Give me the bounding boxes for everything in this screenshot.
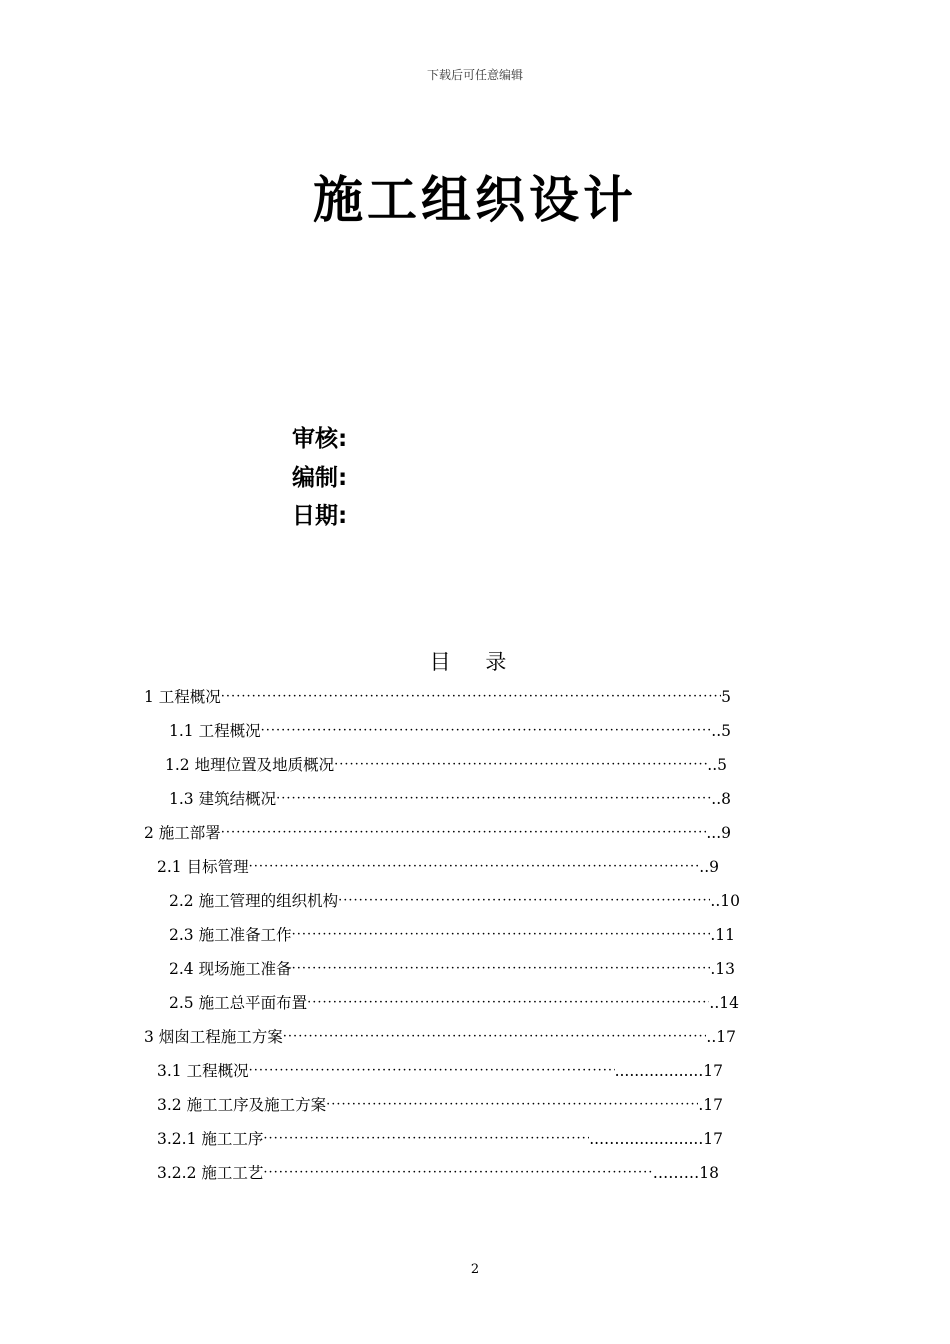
toc-leader — [263, 1159, 652, 1187]
toc-leader — [292, 955, 711, 983]
toc-entry[interactable] — [157, 1125, 723, 1153]
toc-entry-title: 3 烟囱工程施工方案 — [144, 1028, 283, 1046]
signature-block — [292, 420, 347, 536]
toc-entry-page: ..14 — [709, 994, 739, 1012]
toc-entry-title: 3.2.2 施工工艺 — [157, 1164, 264, 1182]
toc-leader — [249, 1057, 615, 1085]
toc-entry-page: .17 — [698, 1096, 723, 1114]
toc-entry-page: .11 — [710, 926, 735, 944]
toc-entry[interactable] — [169, 785, 731, 813]
toc-entry[interactable] — [157, 1159, 719, 1187]
toc-entry-title: 3.2.1 施工工序 — [157, 1130, 264, 1148]
toc-leader — [307, 989, 709, 1017]
toc-entry-title: 1.2 地理位置及地质概况 — [165, 756, 335, 774]
toc-leader — [338, 887, 710, 915]
toc-entry[interactable] — [169, 921, 735, 949]
toc-entry-page: 5 — [721, 688, 731, 706]
toc-entry-title: 2.4 现场施工准备 — [169, 960, 292, 978]
toc-entry-page: ..10 — [710, 892, 740, 910]
toc-entry[interactable] — [157, 853, 719, 881]
toc-entry[interactable] — [169, 887, 740, 915]
toc-heading: 目 录 — [429, 650, 521, 674]
toc-entry[interactable] — [165, 751, 727, 779]
document-title: 施工组织设计 — [313, 171, 637, 229]
date-label: 日期: — [292, 503, 348, 529]
toc-leader — [263, 1125, 589, 1153]
toc-leader — [292, 921, 711, 949]
toc-entry-page: ..................17 — [614, 1062, 723, 1080]
toc-entry-title: 1.3 建筑结概况 — [169, 790, 277, 808]
toc-entry[interactable] — [144, 819, 731, 847]
toc-entry-title: 2.1 目标管理 — [157, 858, 249, 876]
toc-entry[interactable] — [144, 683, 731, 711]
toc-entry-page: ..9 — [699, 858, 719, 876]
toc-entry-page: ..5 — [711, 722, 731, 740]
toc-entry[interactable] — [144, 1023, 736, 1051]
header-note: 下载后可任意编辑 — [426, 68, 523, 82]
toc-entry-title: 3.1 工程概况 — [157, 1062, 249, 1080]
toc-entry-page: .13 — [710, 960, 735, 978]
toc-entry-title: 2.3 施工准备工作 — [169, 926, 292, 944]
toc-entry-page: ..5 — [707, 756, 727, 774]
toc-entry[interactable] — [157, 1091, 723, 1119]
toc-leader — [334, 751, 707, 779]
toc-entry-page: ..8 — [711, 790, 731, 808]
review-label: 审核: — [292, 426, 348, 452]
toc-entry-page: ...….................17 — [589, 1130, 723, 1148]
toc-entry-title: 2.5 施工总平面布置 — [169, 994, 308, 1012]
toc-leader — [276, 785, 711, 813]
toc-entry-title: 3.2 施工工序及施工方案 — [157, 1096, 327, 1114]
toc-leader — [261, 717, 712, 745]
page-number: 2 — [470, 1262, 480, 1277]
toc-entry-page: ..17 — [706, 1028, 736, 1046]
toc-leader — [249, 853, 700, 881]
toc-entry-title: 2.2 施工管理的组织机构 — [169, 892, 339, 910]
toc-leader — [283, 1023, 707, 1051]
toc-leader — [221, 683, 721, 711]
toc-entry-title: 2 施工部署 — [144, 824, 221, 842]
toc-entry[interactable] — [157, 1057, 723, 1085]
toc-entry[interactable] — [169, 955, 735, 983]
compiled-by-label: 编制: — [292, 464, 348, 491]
toc-entry[interactable] — [169, 717, 731, 745]
toc-entry-title: 1.1 工程概况 — [169, 722, 261, 740]
toc-entry-page: ...9 — [706, 824, 731, 842]
toc-leader — [221, 819, 707, 847]
toc-entry-page: ………18 — [652, 1164, 719, 1182]
toc-entry-title: 1 工程概况 — [144, 688, 221, 706]
toc-leader — [326, 1091, 698, 1119]
toc-entry[interactable] — [169, 989, 739, 1017]
